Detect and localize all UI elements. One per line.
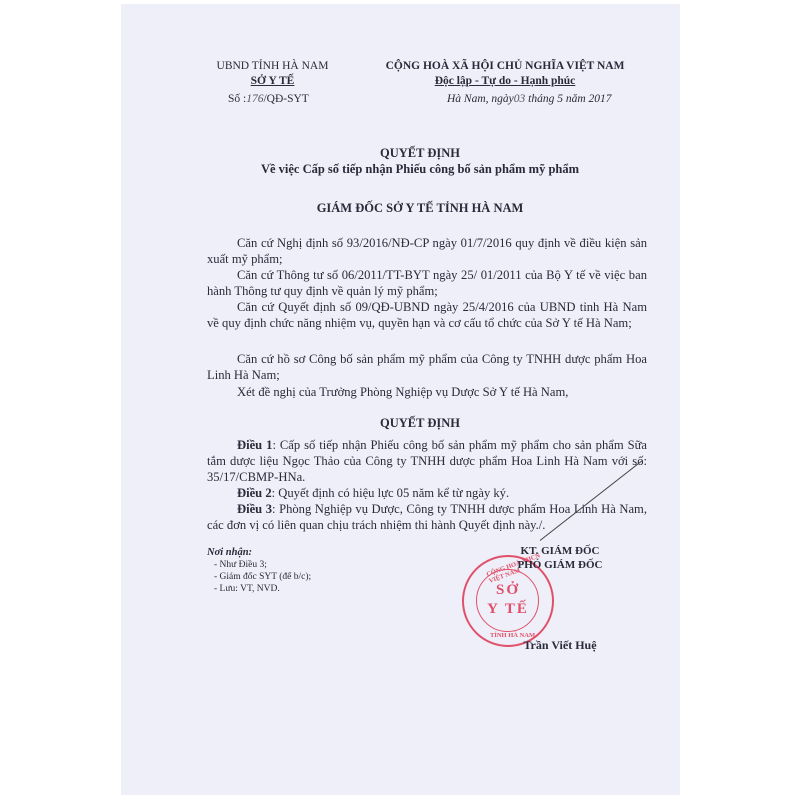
date-day: 03 (513, 93, 526, 105)
number-prefix: Số : (228, 93, 247, 105)
preamble-item: Xét đề nghị của Trưởng Phòng Nghiệp vụ Dược Sở Y tế Hà Nam, (237, 385, 569, 399)
motto-text: Độc lập - Tự do - Hạnh phúc (434, 75, 576, 87)
signature-title-2: PHÓ GIÁM ĐỐC (517, 559, 603, 571)
signer-name: Trần Viết Huệ (523, 638, 597, 652)
preamble-item: Căn cứ Quyết định số 09/QĐ-UBND ngày 25/4/2016 của UBND tỉnh Hà Nam về quy định chức năng nhiệm vụ, quyền hạn và cơ cấu tổ chức của Sở Y tế Hà Nam; (207, 300, 647, 330)
nation-title: CỘNG HOÀ XÃ HỘI CHỦ NGHĨA VIỆT NAM (385, 60, 625, 72)
number-handwritten: 176 (246, 93, 264, 105)
date-prefix: Hà Nam, ngày (447, 93, 514, 105)
article-3: Điều 3: Phòng Nghiệp vụ Dược, Công ty TNHH dược phẩm Hoa Linh Hà Nam, các đơn vị có liên quan chịu trách nhiệm thi hành Quyết định này./. (207, 502, 647, 532)
article-2: Điều 2: Quyết định có hiệu lực 05 năm kể từ ngày ký. (237, 486, 510, 500)
recipient-item: - Lưu: VT, NVD. (214, 584, 280, 594)
recipients-heading: Nơi nhận: (207, 547, 253, 558)
number-suffix: /QĐ-SYT (263, 93, 309, 105)
stamp-text-top: SỞ (495, 582, 520, 598)
document-title: QUYẾT ĐỊNH (380, 146, 460, 160)
article-1: Điều 1: Cấp số tiếp nhận Phiếu công bố sản phẩm mỹ phẩm cho sản phẩm Sữa tắm dược liệu Ngọc Thảo của Công ty TNHH dược phẩm Hoa Linh Hà Nam với số: 35/17/CBMP-HNa. (207, 438, 647, 484)
stamp-ring-bottom: TỈNH HÀ NAM (490, 632, 536, 639)
recipient-item: - Như Điều 3; (214, 560, 267, 570)
recipient-item: - Giám đốc SYT (để b/c); (214, 572, 312, 582)
date-suffix: tháng 5 năm 2017 (525, 93, 612, 105)
department-name (205, 75, 340, 87)
issuing-authority: GIÁM ĐỐC SỞ Y TẾ TỈNH HÀ NAM (316, 201, 524, 215)
decision-heading: QUYẾT ĐỊNH (380, 416, 460, 430)
stamp-text-bottom: Y TẾ (487, 601, 529, 617)
document-number (228, 93, 309, 105)
motto (355, 75, 655, 87)
preamble-item: Căn cứ Nghị định số 93/2016/NĐ-CP ngày 01/7/2016 quy định về điều kiện sản xuất mỹ phẩm; (207, 236, 647, 266)
agency-name: UBND TỈNH HÀ NAM (216, 60, 329, 72)
preamble-item: Căn cứ hồ sơ Công bố sản phẩm mỹ phẩm của Công ty TNHH dược phẩm Hoa Linh Hà Nam; (207, 352, 647, 382)
stamp-ring-top: CỘNG HOÀ XHCN VIỆT NAM (485, 552, 542, 585)
document-subject: Về việc Cấp số tiếp nhận Phiếu công bố sản phẩm mỹ phẩm (260, 162, 580, 176)
department-label: SỞ Y TẾ (250, 75, 295, 87)
preamble-item: Căn cứ Thông tư số 06/2011/TT-BYT ngày 25/ 01/2011 của Bộ Y tế về việc ban hành Thông tư quy định về quản lý mỹ phẩm; (207, 268, 647, 298)
issue-date (447, 93, 612, 105)
signature-title-1: KT. GIÁM ĐỐC (520, 545, 600, 557)
